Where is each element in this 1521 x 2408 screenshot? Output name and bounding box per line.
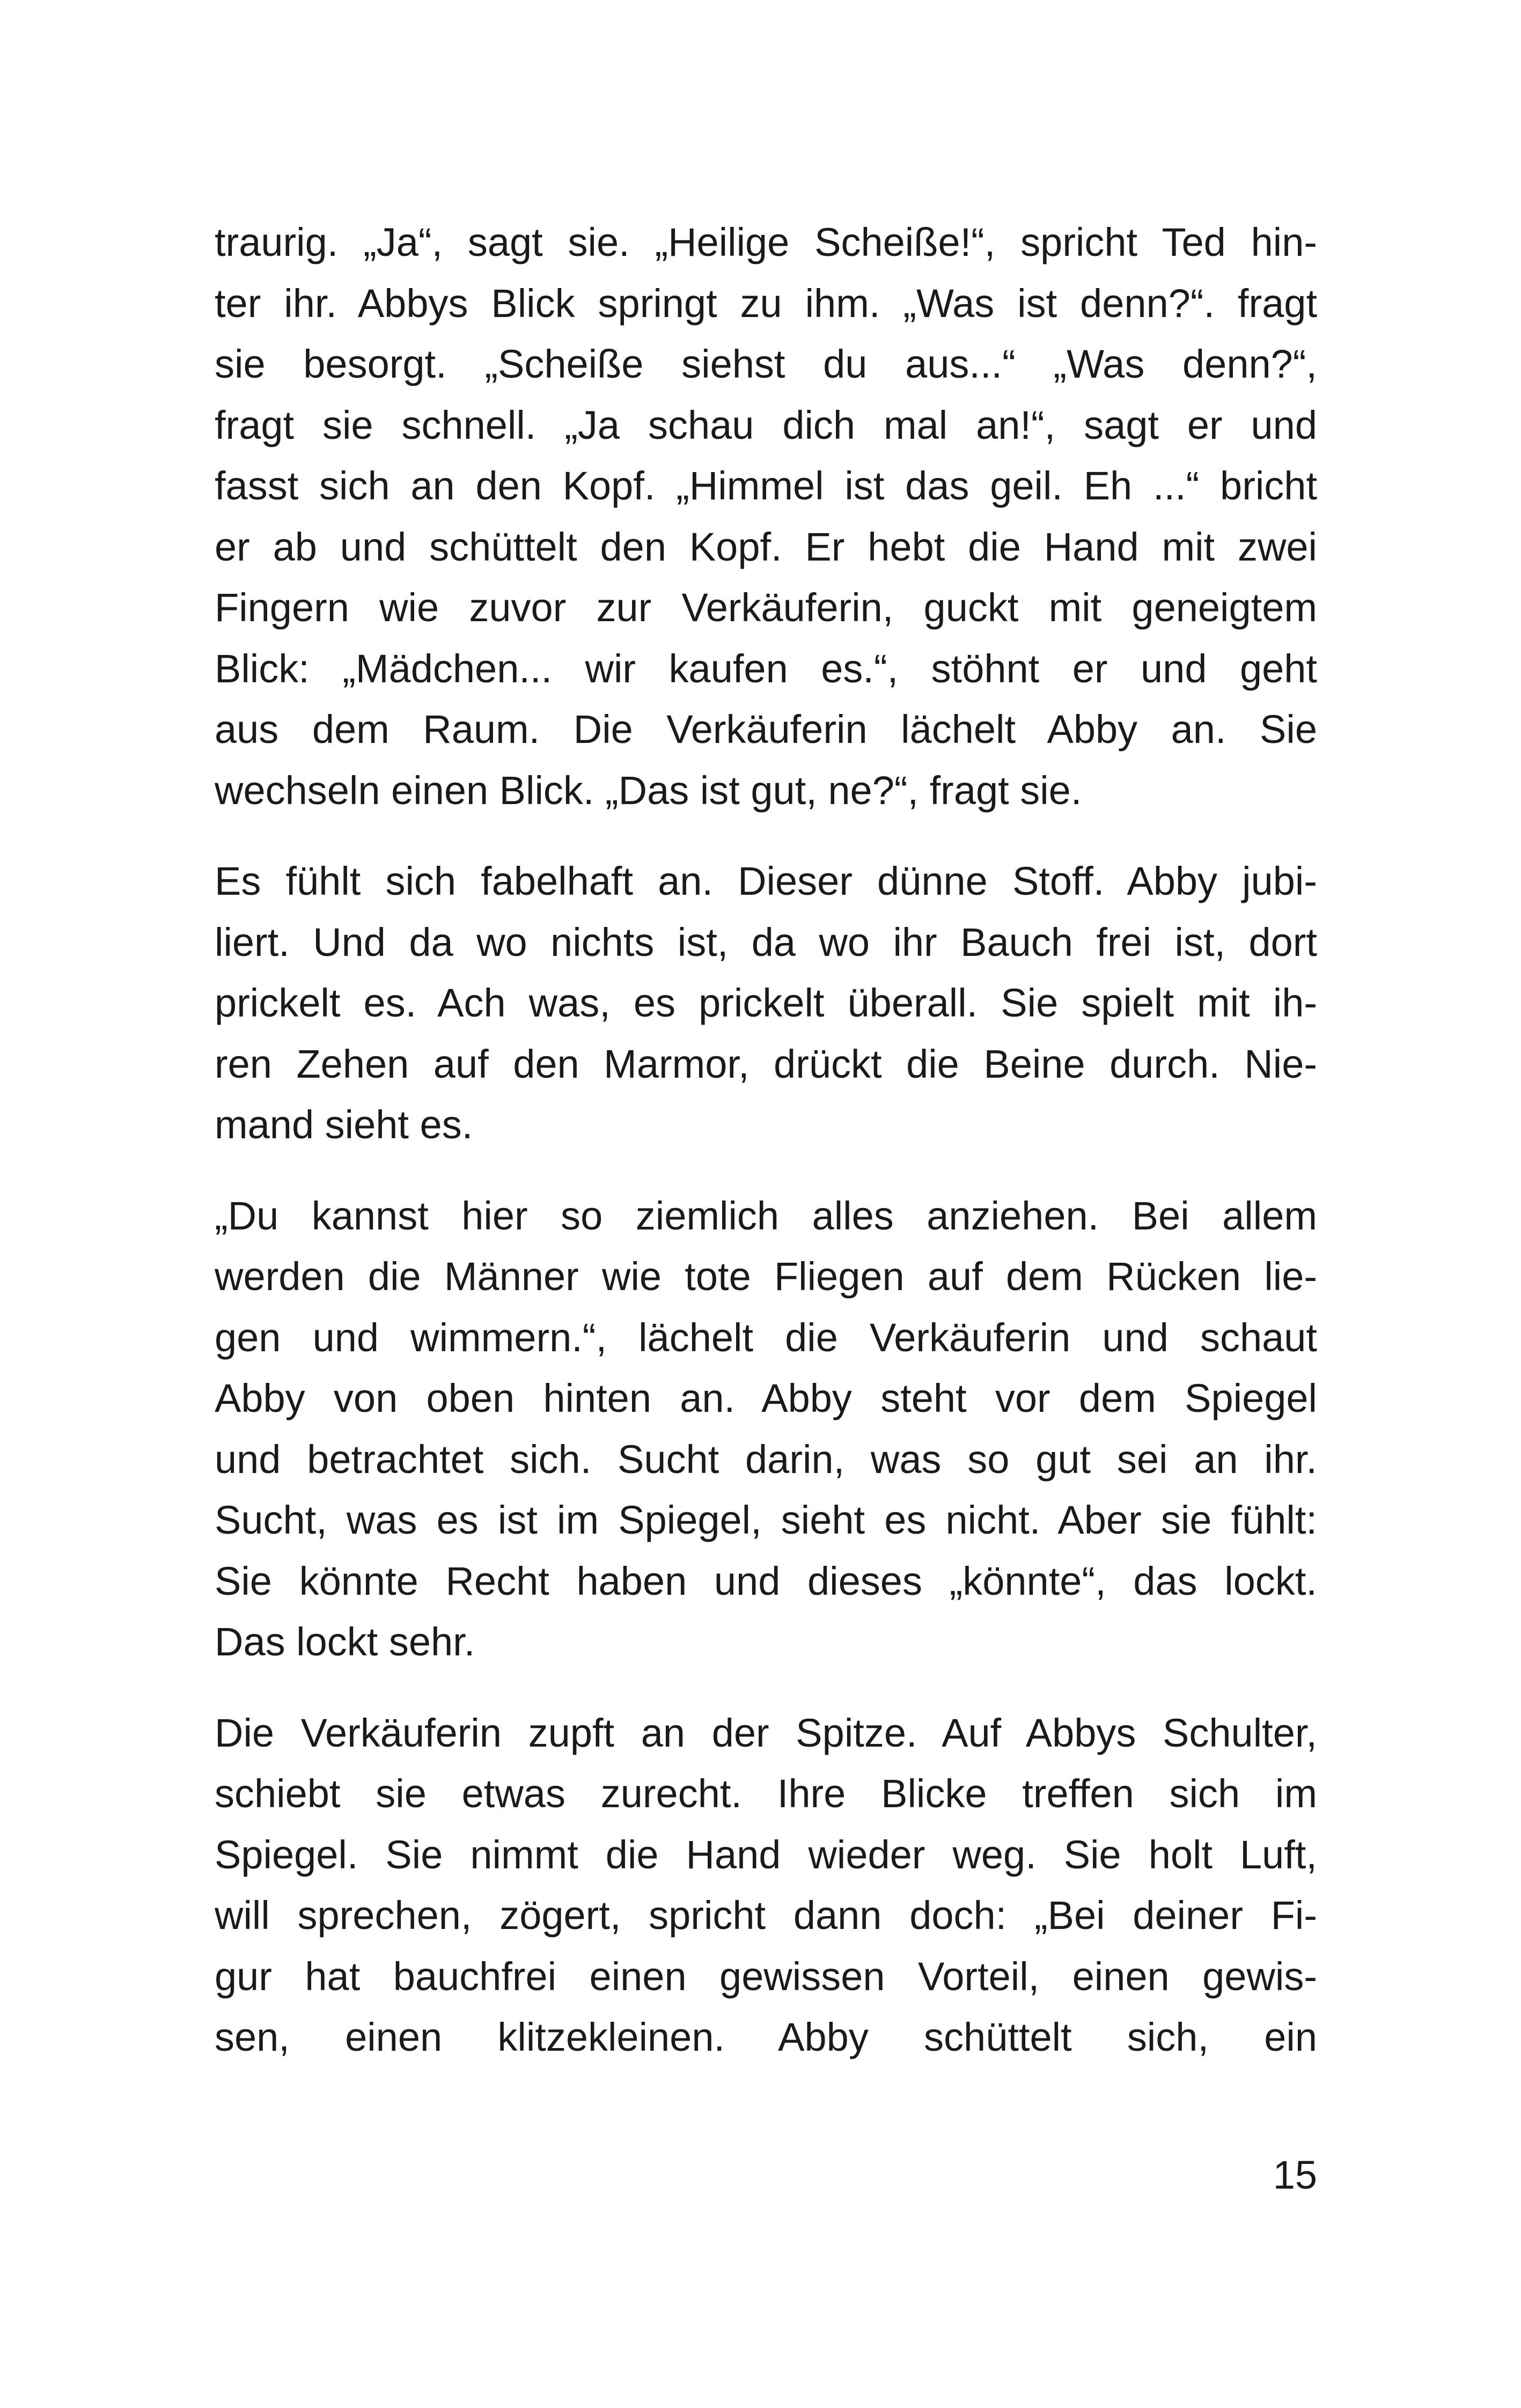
- text-line: ter ihr. Abbys Blick springt zu ihm. „Was ist denn?“. fragt: [215, 281, 1317, 326]
- paragraph-2: [215, 851, 1317, 1155]
- text-line: Sucht, was es ist im Spiegel, sieht es nicht. Aber sie fühlt:: [215, 1498, 1317, 1542]
- paragraph-4: [215, 1703, 1317, 2068]
- text-line: werden die Männer wie tote Fliegen auf dem Rücken lie-: [215, 1254, 1317, 1299]
- text-line: Das lockt sehr.: [215, 1619, 475, 1664]
- text-line: Es fühlt sich fabelhaft an. Dieser dünne Stoff. Abby jubi-: [215, 859, 1317, 903]
- text-line: Die Verkäuferin zupft an der Spitze. Auf Abbys Schulter,: [215, 1710, 1317, 1755]
- text-line: Blick: „Mädchen... wir kaufen es.“, stöhnt er und geht: [215, 646, 1317, 691]
- text-line: wechseln einen Blick. „Das ist gut, ne?“, fragt sie.: [215, 768, 1082, 813]
- paragraph-1: [215, 212, 1317, 821]
- text-line: will sprechen, zögert, spricht dann doch: „Bei deiner Fi-: [215, 1893, 1317, 1938]
- text-line: gur hat bauchfrei einen gewissen Vorteil, einen gewis-: [215, 1954, 1317, 1999]
- text-line: er ab und schüttelt den Kopf. Er hebt die Hand mit zwei: [215, 524, 1317, 569]
- text-line: Abby von oben hinten an. Abby steht vor dem Spiegel: [215, 1376, 1317, 1420]
- text-line: Fingern wie zuvor zur Verkäuferin, guckt mit geneigtem: [215, 585, 1317, 630]
- text-line: fasst sich an den Kopf. „Himmel ist das geil. Eh ...“ bricht: [215, 463, 1317, 508]
- text-line: liert. Und da wo nichts ist, da wo ihr Bauch frei ist, dort: [215, 919, 1317, 964]
- text-line: mand sieht es.: [215, 1102, 473, 1147]
- text-line: Sie könnte Recht haben und dieses „könnte“, das lockt.: [215, 1558, 1317, 1603]
- text-line: sen, einen klitzekleinen. Abby schüttelt sich, ein: [215, 2015, 1317, 2059]
- text-line: ren Zehen auf den Marmor, drückt die Beine durch. Nie-: [215, 1041, 1317, 1086]
- text-line: sie besorgt. „Scheiße siehst du aus...“ „Was denn?“,: [215, 342, 1317, 386]
- text-line: gen und wimmern.“, lächelt die Verkäuferin und schaut: [215, 1315, 1317, 1360]
- page-number: 15: [1273, 2153, 1317, 2197]
- text-line: „Du kannst hier so ziemlich alles anziehen. Bei allem: [215, 1193, 1317, 1238]
- text-line: prickelt es. Ach was, es prickelt überall. Sie spielt mit ih-: [215, 981, 1317, 1025]
- text-line: traurig. „Ja“, sagt sie. „Heilige Scheiße!“, spricht Ted hin-: [215, 220, 1317, 264]
- text-line: Spiegel. Sie nimmt die Hand wieder weg. Sie holt Luft,: [215, 1832, 1317, 1877]
- text-line: und betrachtet sich. Sucht darin, was so gut sei an ihr.: [215, 1437, 1317, 1482]
- body-text: [215, 212, 1317, 2098]
- text-line: fragt sie schnell. „Ja schau dich mal an!“, sagt er und: [215, 402, 1317, 447]
- paragraph-3: [215, 1185, 1317, 1673]
- text-line: schiebt sie etwas zurecht. Ihre Blicke treffen sich im: [215, 1771, 1317, 1816]
- text-line: aus dem Raum. Die Verkäuferin lächelt Abby an. Sie: [215, 707, 1317, 752]
